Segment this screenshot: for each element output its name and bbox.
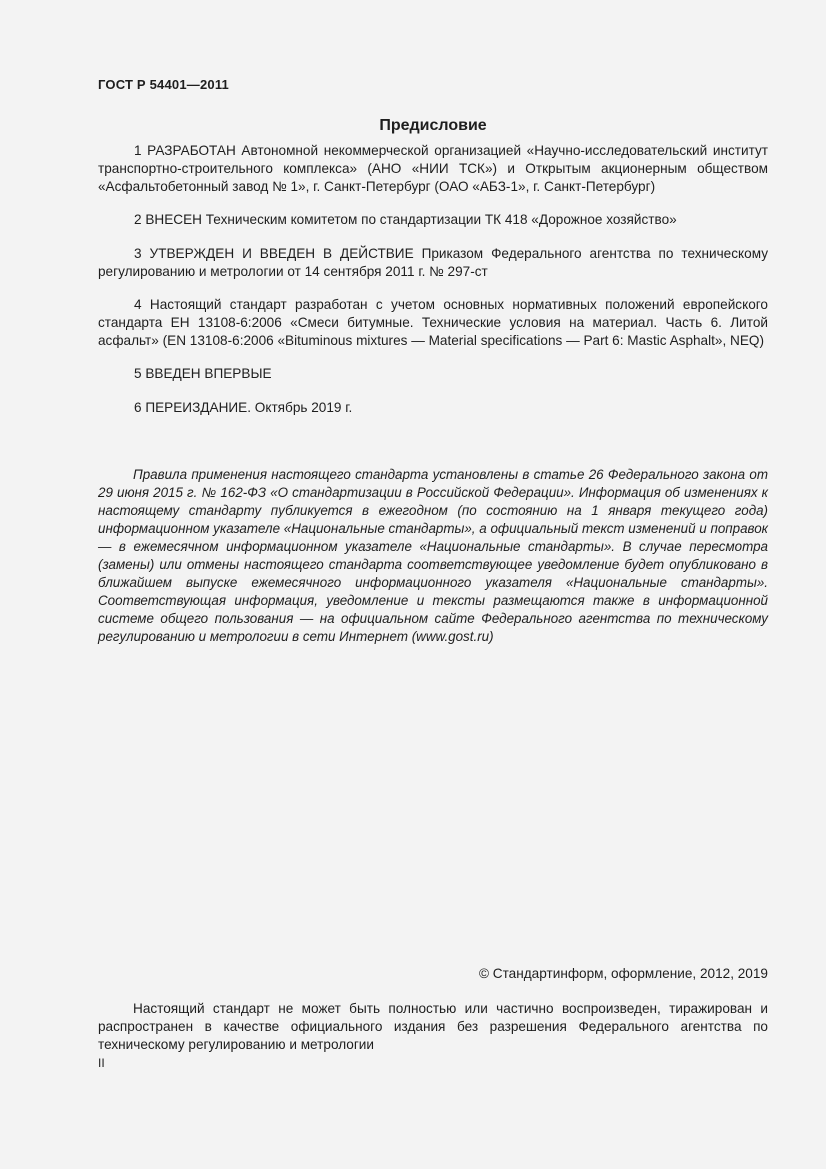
foreword-item-1: 1 РАЗРАБОТАН Автономной некоммерческой организацией «Научно-исследовательский институт транспортно-строительного комплекса» (АНО «НИИ ТСК») и Открытым акционерным обществом «Асфальтобетонный завод № 1», г. Санкт-Петербург (ОАО «АБЗ-1», г. Санкт-Петербург) <box>98 143 768 194</box>
foreword-item-4: 4 Настоящий стандарт разработан с учетом основных нормативных положений европейского стандарта ЕН 13108-6:2006 «Смеси битумные. Технические условия на материал. Часть 6. Литой асфальт» (EN 13108-6:2006 «Bituminous mixtures — Material specifications — Part 6: Mastic Asphalt», NEQ) <box>98 297 768 348</box>
foreword-item-5: 5 ВВЕДЕН ВПЕРВЫЕ <box>134 366 272 381</box>
foreword-item-2: 2 ВНЕСЕН Техническим комитетом по стандартизации ТК 418 «Дорожное хозяйство» <box>134 212 677 227</box>
foreword-item-6: 6 ПЕРЕИЗДАНИЕ. Октябрь 2019 г. <box>134 400 353 415</box>
reproduction-notice: Настоящий стандарт не может быть полностью или частично воспроизведен, тиражирован и распространен в качестве официального издания без разрешения Федерального агентства по техническому регулированию и метрологии <box>98 1001 768 1052</box>
standard-code: ГОСТ Р 54401—2011 <box>98 77 229 92</box>
copyright-line: © Стандартинформ, оформление, 2012, 2019 <box>479 966 768 981</box>
application-rules-notice: Правила применения настоящего стандарта установлены в статье 26 Федерального закона от 29 июня 2015 г. № 162-ФЗ «О стандартизации в Российской Федерации». Информация об изменениях к настоящему стандарту публикуется в ежегодном (по состоянию на 1 января текущего года) информационном указателе «Национальные стандарты», а официальный текст изменений и поправок — в ежемесячном информационном указателе «Национальные стандарты». В случае пересмотра (замены) или отмены настоящего стандарта соответствующее уведомление будет опубликовано в ближайшем выпуске ежемесячного информационного указателя «Национальные стандарты». Соответствующая информация, уведомление и тексты размещаются также в информационной системе общего пользования — на официальном сайте Федерального агентства по техническому регулированию и метрологии в сети Интернет (www.gost.ru) <box>98 467 768 644</box>
page-number: II <box>98 1056 105 1070</box>
foreword-title: Предисловие <box>379 117 487 134</box>
foreword-item-3: 3 УТВЕРЖДЕН И ВВЕДЕН В ДЕЙСТВИЕ Приказом Федерального агентства по техническому регулированию и метрологии от 14 сентября 2011 г. № 297-ст <box>98 246 768 279</box>
